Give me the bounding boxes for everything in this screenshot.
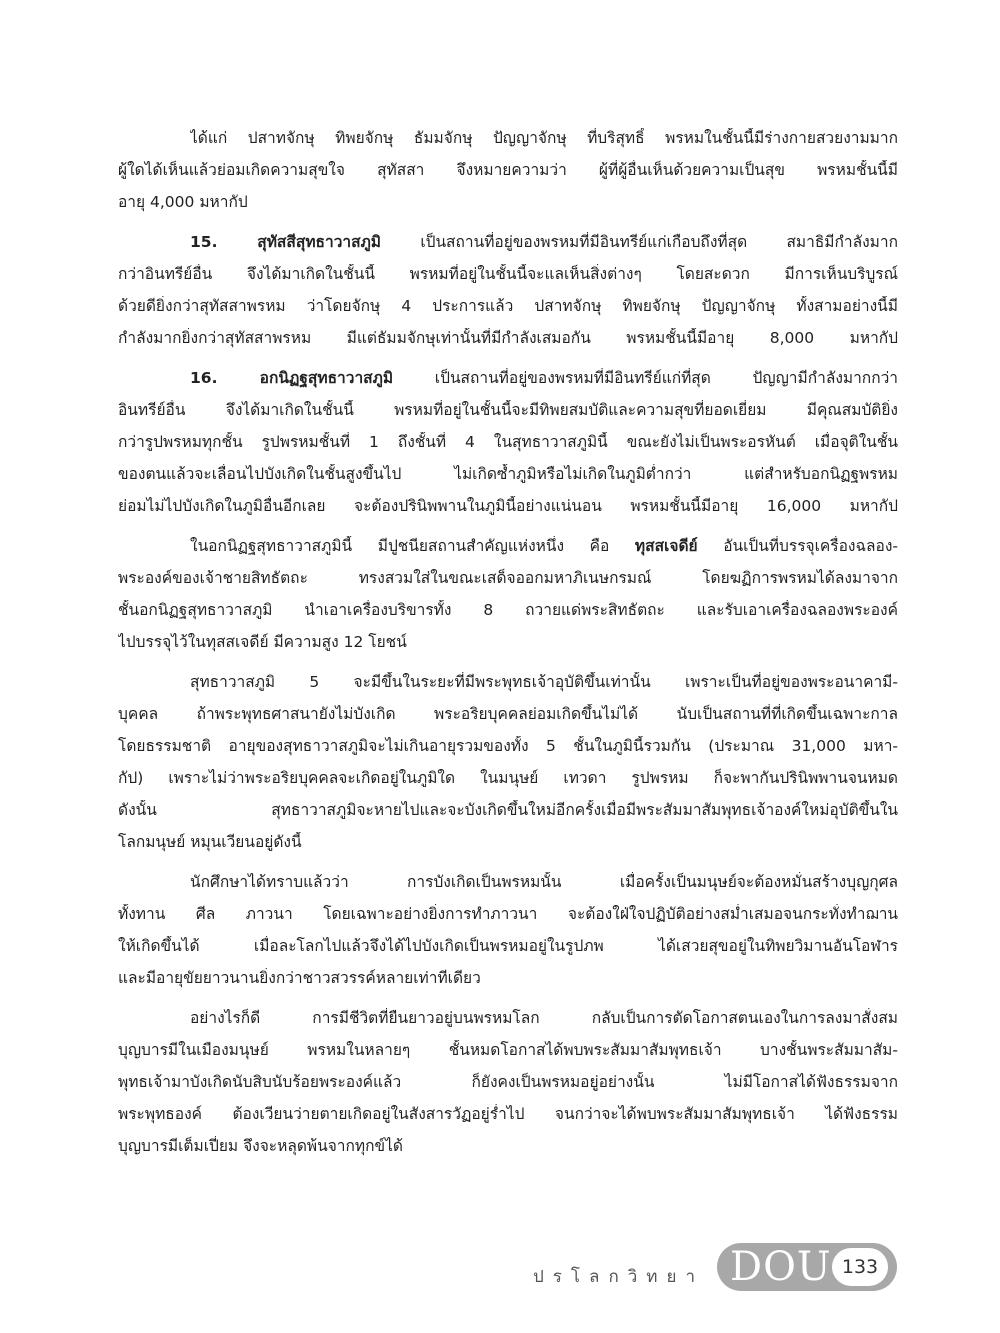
paragraph-3-line-1 xyxy=(190,368,898,388)
paragraph-2-line-3: ด้วยดียิ่งกว่าสุทัสสาพรหม ว่าโดยจักษุ 4 ประการแล้ว ปสาทจักษุ ทิพยจักษุ ปัญญาจักษุ ทั้งสามอย่างนี้มี xyxy=(118,297,898,315)
paragraph-3-line-5: ย่อมไม่ไปบังเกิดในภูมิอื่นอีกเลย จะต้องปรินิพพานในภูมินี้อย่างแน่นอน พรหมชั้นนี้มีอายุ 16,000 มหากัป xyxy=(118,497,898,515)
paragraph-6-line-4: และมีอายุขัยยาวนานยิ่งกว่าชาวสวรรค์หลายเท่าทีเดียว xyxy=(118,969,481,987)
paragraph-5-line-1: สุทธาวาสภูมิ 5 จะมีขึ้นในระยะที่มีพระพุทธเจ้าอุบัติขึ้นเท่านั้น เพราะเป็นที่อยู่ของพระอนาคามี- xyxy=(190,673,898,691)
paragraph-5-line-5: ดังนั้น สุทธาวาสภูมิจะหายไปและจะบังเกิดขึ้นใหม่อีกครั้งเมื่อมีพระสัมมาสัมพุทธเจ้าองค์ใหม่อุบัติขึ้นใน xyxy=(118,801,898,819)
dou-badge-label: DOU xyxy=(730,1244,832,1290)
paragraph-7-line-3: พุทธเจ้ามาบังเกิดนับสิบนับร้อยพระองค์แล้ว ก็ยังคงเป็นพรหมอยู่อย่างนั้น ไม่มีโอกาสได้ฟังธรรมจาก xyxy=(118,1073,898,1091)
dussa-cetiya-term: ทุสสเจดีย์ xyxy=(634,537,698,555)
paragraph-7-line-1: อย่างไรก็ดี การมีชีวิตที่ยืนยาวอยู่บนพรหมโลก กลับเป็นการตัดโอกาสตนเองในการลงมาสั่งสม xyxy=(190,1009,898,1027)
paragraph-4-line-4: ไปบรรจุไว้ในทุสสเจดีย์ มีความสูง 12 โยชน์ xyxy=(118,633,407,651)
paragraph-2-line-4: กำลังมากยิ่งกว่าสุทัสสาพรหม มีแต่ธัมมจักษุเท่านั้นที่มีกำลังเสมอกัน พรหมชั้นนี้มีอายุ 8,000 มหากัป xyxy=(118,329,898,347)
paragraph-3-line-4: ของตนแล้วจะเลื่อนไปบังเกิดในชั้นสูงขึ้นไป ไม่เกิดซ้ำภูมิหรือไม่เกิดในภูมิต่ำกว่า แต่สำหรับอกนิฏฐพรหม xyxy=(118,465,898,483)
paragraph-3-line-2: อินทรีย์อื่น จึงได้มาเกิดในชั้นนี้ พรหมที่อยู่ในชั้นนี้จะมีทิพยสมบัติและความสุขที่ยอดเยี่ยม มีคุณสมบัติยิ่ง xyxy=(118,401,898,419)
paragraph-4-line-1-text-b: อันเป็นที่บรรจุเครื่องฉลอง- xyxy=(697,537,898,555)
paragraph-3-line-3: กว่ารูปพรหมทุกชั้น รูปพรหมชั้นที่ 1 ถึงชั้นที่ 4 ในสุทธาวาสภูมินี้ ขณะยังไม่เป็นพระอรหันต์ เมื่อจุติในชั้น xyxy=(118,433,898,451)
footer-book-title: ปรโลกวิทยา xyxy=(533,1267,705,1287)
paragraph-4-line-1-text-a: ในอกนิฏฐสุทธาวาสภูมินี้ มีปูชนียสถานสำคัญแห่งหนึ่ง คือ xyxy=(190,537,635,555)
paragraph-4-line-1 xyxy=(190,536,898,556)
paragraph-5-line-6: โลกมนุษย์ หมุนเวียนอยู่ดังนี้ xyxy=(118,833,302,851)
paragraph-7-line-4: พระพุทธองค์ ต้องเวียนว่ายตายเกิดอยู่ในสังสารวัฏอยู่ร่ำไป จนกว่าจะได้พบพระสัมมาสัมพุทธเจ้า ได้ฟังธรรม xyxy=(118,1105,898,1123)
paragraph-7-line-2: บุญบารมีในเมืองมนุษย์ พรหมในหลายๆ ชั้นหมดโอกาสได้พบพระสัมมาสัมพุทธเจ้า บางชั้นพระสัมมาสัม- xyxy=(118,1041,898,1059)
paragraph-5-line-3: โดยธรรมชาติ อายุของสุทธาวาสภูมิจะไม่เกินอายุรวมของทั้ง 5 ชั้นในภูมินี้รวมกัน (ประมาณ 31,000 มหา- xyxy=(118,737,898,755)
paragraph-4-line-3: ชั้นอกนิฏฐสุทธาวาสภูมิ นำเอาเครื่องบริขารทั้ง 8 ถวายแด่พระสิทธัตถะ และรับเอาเครื่องฉลองพระองค์ xyxy=(118,601,898,619)
paragraph-6-line-2: ทั้งทาน ศีล ภาวนา โดยเฉพาะอย่างยิ่งการทำภาวนา จะต้องใฝ่ใจปฏิบัติอย่างสม่ำเสมอจนกระทั่งทำฌาน xyxy=(118,905,898,923)
paragraph-3-line-1-text: เป็นสถานที่อยู่ของพรหมที่มีอินทรีย์แก่ที่สุด ปัญญามีกำลังมากกว่า xyxy=(393,369,898,387)
paragraph-5-line-4: กัป) เพราะไม่ว่าพระอริยบุคคลจะเกิดอยู่ในภูมิใด ในมนุษย์ เทวดา รูปพรหม ก็จะพากันปรินิพพานจนหมด xyxy=(118,769,898,787)
paragraph-1-line-3: อายุ 4,000 มหากัป xyxy=(118,193,248,211)
section-15-heading: 15. สุทัสสีสุทธาวาสภูมิ xyxy=(190,233,381,251)
paragraph-1-line-1: ได้แก่ ปสาทจักษุ ทิพยจักษุ ธัมมจักษุ ปัญญาจักษุ ที่บริสุทธิ์ พรหมในชั้นนี้มีร่างกายสวยงามมาก xyxy=(190,129,898,147)
paragraph-2-line-2: กว่าอินทรีย์อื่น จึงได้มาเกิดในชั้นนี้ พรหมที่อยู่ในชั้นนี้จะแลเห็นสิ่งต่างๆ โดยสะดวก มีการเห็นบริบูรณ์ xyxy=(118,265,898,283)
paragraph-4-line-2: พระองค์ของเจ้าชายสิทธัตถะ ทรงสวมใส่ในขณะเสด็จออกมหาภิเนษกรมณ์ โดยฆฏิการพรหมได้ลงมาจาก xyxy=(118,569,898,587)
paragraph-2-line-1 xyxy=(190,232,898,252)
section-16-heading: 16. อกนิฏฐสุทธาวาสภูมิ xyxy=(190,369,394,387)
paragraph-5-line-2: บุคคล ถ้าพระพุทธศาสนายังไม่บังเกิด พระอริยบุคคลย่อมเกิดขึ้นไม่ได้ นับเป็นสถานที่ที่เกิดขึ้นเฉพาะกาล xyxy=(118,705,898,723)
paragraph-6-line-3: ให้เกิดขึ้นได้ เมื่อละโลกไปแล้วจึงได้ไปบังเกิดเป็นพรหมอยู่ในรูปภพ ได้เสวยสุขอยู่ในทิพยวิมานอันโอฬาร xyxy=(118,937,898,955)
paragraph-6-line-1: นักศึกษาได้ทราบแล้วว่า การบังเกิดเป็นพรหมนั้น เมื่อครั้งเป็นมนุษย์จะต้องหมั่นสร้างบุญกุศล xyxy=(190,873,898,891)
page-number: 133 xyxy=(841,1256,879,1278)
paragraph-1-line-2: ผู้ใดได้เห็นแล้วย่อมเกิดความสุขใจ สุทัสสา จึงหมายความว่า ผู้ที่ผู้อื่นเห็นด้วยความเป็นสุข พรหมชั้นนี้มี xyxy=(118,161,898,179)
paragraph-7-line-5: บุญบารมีเต็มเปี่ยม จึงจะหลุดพ้นจากทุกข์ได้ xyxy=(118,1137,403,1155)
paragraph-2-line-1-text: เป็นสถานที่อยู่ของพรหมที่มีอินทรีย์แก่เกือบถึงที่สุด สมาธิมีกำลังมาก xyxy=(381,233,898,251)
